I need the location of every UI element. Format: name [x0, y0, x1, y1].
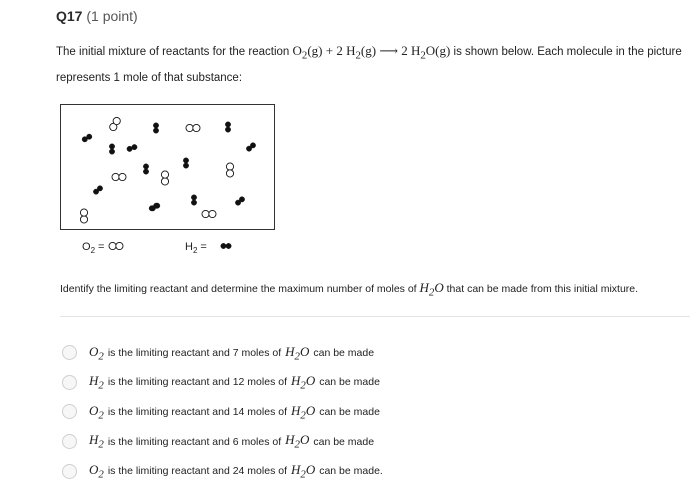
hydrogen-atom: [143, 164, 148, 169]
answer-choice-3[interactable]: $O_2$ is the limiting reactant and 14 moles of $H_2O$ can be made: [62, 397, 383, 427]
legend-o2-label: $O_2$ =: [82, 241, 105, 255]
oxygen-atom: [112, 173, 119, 180]
hydrogen-atom: [155, 203, 160, 208]
prompt-text-before: The initial mixture of reactants for the reaction: [56, 46, 290, 58]
radio-button[interactable]: [62, 345, 77, 360]
hydrogen-atom: [250, 143, 255, 148]
legend-o2-molecule: [109, 242, 123, 249]
oxygen-atom: [161, 178, 168, 185]
reaction-arrow: ⟶: [379, 43, 398, 58]
oxygen-atom: [161, 171, 168, 178]
hydrogen-atom: [97, 186, 102, 191]
hydrogen-atom: [221, 243, 226, 248]
hydrogen-atom: [191, 200, 196, 205]
oxygen-atom: [109, 242, 116, 249]
hydrogen-atom: [191, 195, 196, 200]
radio-button[interactable]: [62, 434, 77, 449]
reaction-equation: $O_2(g) + 2$ $H_2(g)$ ⟶ 2 $H_2O(g)$: [292, 43, 451, 62]
prompt-text-after: is shown below. Each molecule in the picture represents 1 mole of that substance:: [56, 46, 682, 84]
identify-molecule: $H_2O$: [419, 280, 444, 299]
hydrogen-atom: [225, 127, 230, 132]
question-points: (1 point): [86, 8, 138, 24]
oxygen-atom: [80, 209, 87, 216]
hydrogen-atom: [153, 123, 158, 128]
oxygen-atom: [209, 210, 216, 217]
molecule-diagram-svg: [60, 104, 275, 260]
oxygen-atom: [116, 242, 123, 249]
question-number: Q17: [56, 8, 83, 24]
question-header: [56, 8, 138, 24]
legend: [82, 241, 231, 255]
oxygen-atom: [202, 210, 209, 217]
oxygen-atom: [226, 170, 233, 177]
identify-instruction: Identify the limiting reactant and determine the maximum number of moles of $H_2O$ that can be made from this initial mixture.: [60, 280, 639, 299]
answer-choice-1[interactable]: $O_2$ is the limiting reactant and 7 moles of $H_2O$ can be made: [62, 338, 383, 368]
hydrogen-atom: [183, 163, 188, 168]
oxygen-atom: [193, 124, 200, 131]
oxygen-atom: [226, 163, 233, 170]
hydrogen-atom: [109, 149, 114, 154]
hydrogen-atom: [143, 169, 148, 174]
radio-button[interactable]: [62, 464, 77, 479]
radio-button[interactable]: [62, 404, 77, 419]
answer-choice-4[interactable]: $H_2$ is the limiting reactant and 6 moles of $H_2O$ can be made: [62, 427, 383, 457]
answer-choice-2[interactable]: $H_2$ is the limiting reactant and 12 moles of $H_2O$ can be made: [62, 368, 383, 398]
hydrogen-atom: [87, 134, 92, 139]
hydrogen-atom: [225, 122, 230, 127]
hydrogen-atom: [153, 128, 158, 133]
legend-h2-molecule: [221, 243, 232, 248]
hydrogen-atom: [183, 158, 188, 163]
hydrogen-atom: [127, 146, 132, 151]
hydrogen-atom: [109, 144, 114, 149]
oxygen-atom: [119, 173, 126, 180]
answer-choices: [62, 338, 383, 486]
oxygen-atom: [80, 216, 87, 223]
mixture-box: [61, 105, 275, 230]
legend-h2-label: $H_2$ =: [185, 241, 207, 255]
h2-molecule: [221, 243, 232, 248]
molecule-diagram: [60, 104, 275, 260]
question-prompt: [56, 40, 692, 89]
o2-molecule: [109, 242, 123, 249]
oxygen-atom: [113, 117, 120, 124]
answer-choice-5[interactable]: $O_2$ is the limiting reactant and 24 moles of $H_2O$ can be made.: [62, 456, 383, 486]
radio-button[interactable]: [62, 375, 77, 390]
hydrogen-atom: [239, 197, 244, 202]
hydrogen-atom: [132, 144, 137, 149]
divider: [60, 316, 690, 317]
hydrogen-atom: [226, 243, 231, 248]
oxygen-atom: [186, 124, 193, 131]
